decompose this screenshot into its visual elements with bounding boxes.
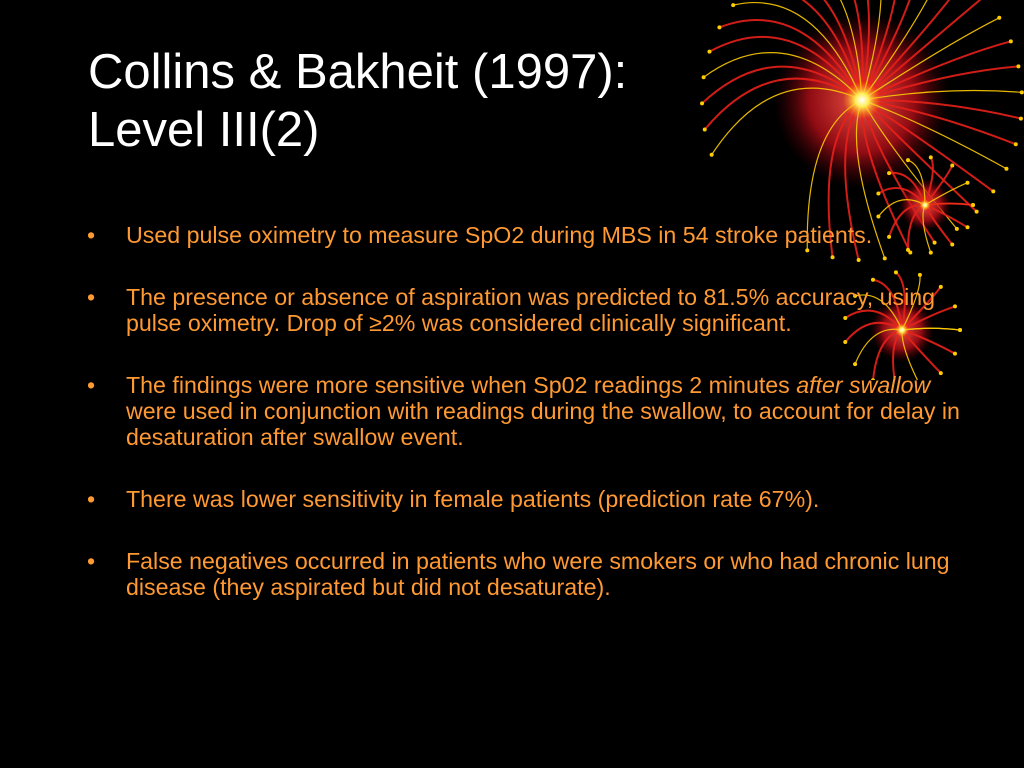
firework-spark <box>1020 90 1024 94</box>
firework-spark <box>1004 167 1008 171</box>
firework-spark <box>929 155 933 159</box>
bullet-icon: • <box>87 284 96 310</box>
firework-spark <box>1019 117 1023 121</box>
firework-core <box>919 199 931 211</box>
firework-spark <box>876 192 880 196</box>
bullet-item-sensitivity <box>86 372 966 450</box>
bullet-icon: • <box>87 548 96 574</box>
firework-spark <box>1016 64 1020 68</box>
firework-spark <box>997 16 1001 20</box>
bullet-icon: • <box>87 486 96 512</box>
bullet-item-sample-size <box>86 222 966 248</box>
bullet-text-after: were used in conjunction with readings during the swallow, to account for delay in desaturation after swallow event. <box>126 398 960 450</box>
firework-spark <box>1009 39 1013 43</box>
bullet-item-accuracy <box>86 284 966 336</box>
firework-spark <box>966 181 970 185</box>
firework-spark <box>1014 142 1018 146</box>
bullet-list <box>86 222 966 636</box>
bullet-text: There was lower sensitivity in female patients (prediction rate 67%). <box>126 486 820 512</box>
bullet-item-false-negatives <box>86 548 966 600</box>
firework-spark <box>975 210 979 214</box>
slide-title-line-2: Level III(2) <box>88 102 320 157</box>
bullet-icon: • <box>87 372 96 398</box>
firework-spark <box>950 163 954 167</box>
firework-spark <box>966 225 970 229</box>
firework-spark <box>971 203 975 207</box>
bullet-text: Used pulse oximetry to measure SpO2 during MBS in 54 stroke patients. <box>126 222 873 248</box>
firework-spark <box>876 214 880 218</box>
bullet-item-female-sensitivity <box>86 486 966 512</box>
bullet-text-before: The findings were more sensitive when Sp02 readings 2 minutes <box>126 372 797 398</box>
firework-spark <box>887 171 891 175</box>
bullet-text: The presence or absence of aspiration was predicted to 81.5% accuracy, using pulse oximetry. Drop of ≥2% was considered clinically significant. <box>126 284 936 336</box>
firework-spark <box>717 25 721 29</box>
bullet-text: False negatives occurred in patients who were smokers or who had chronic lung disease (they aspirated but did not desaturate). <box>126 548 950 600</box>
bullet-icon: • <box>87 222 96 248</box>
slide-title-line-1: Collins & Bakheit (1997): <box>88 45 628 99</box>
firework-spark <box>991 189 995 193</box>
bullet-text-emphasis: after swallow <box>796 372 931 398</box>
slide-title <box>88 44 908 160</box>
firework-spark <box>731 3 735 7</box>
